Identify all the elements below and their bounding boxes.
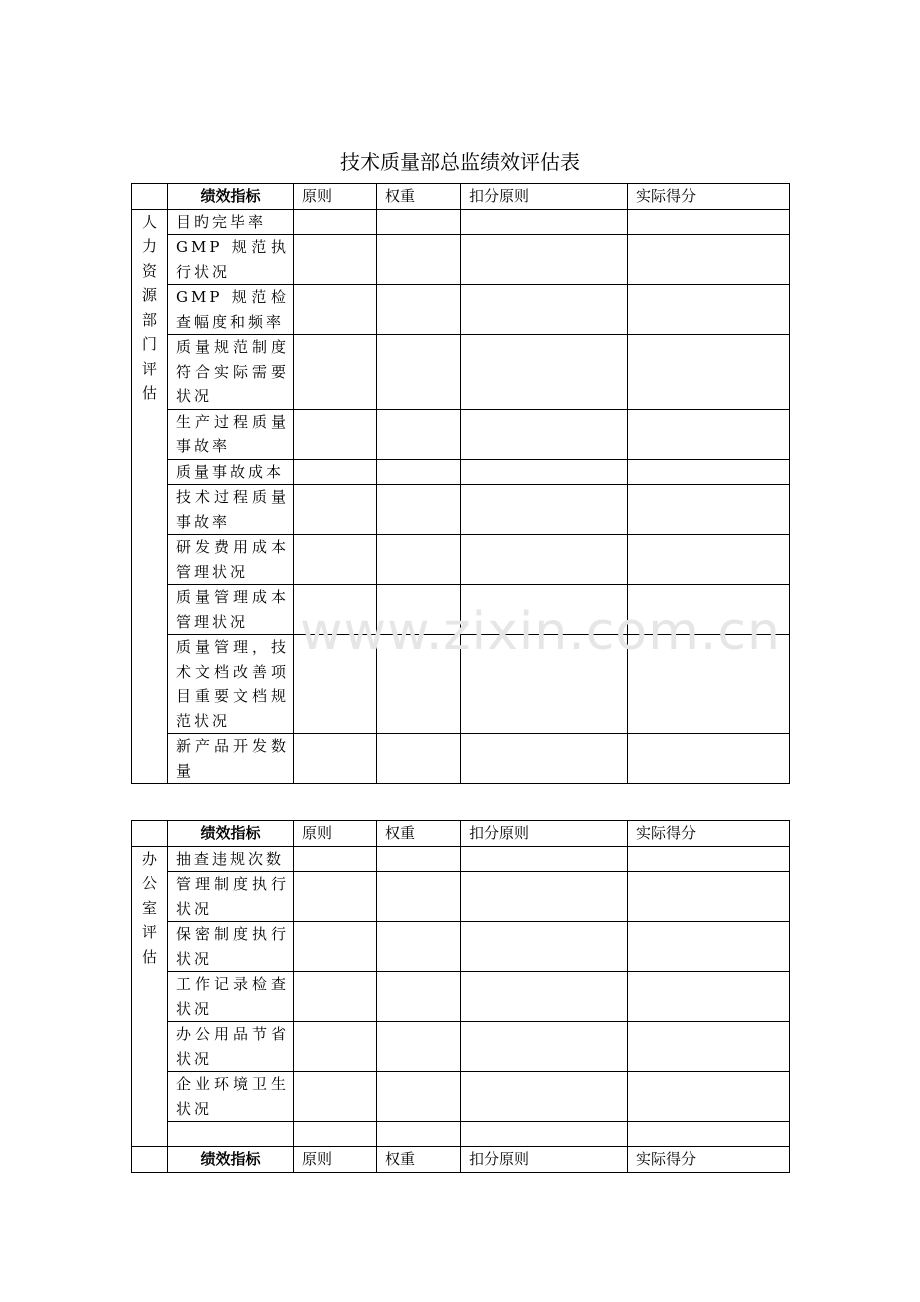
principle-cell[interactable] xyxy=(294,1022,377,1072)
deduction-cell[interactable] xyxy=(461,535,628,585)
weight-cell[interactable] xyxy=(377,1072,461,1122)
principle-cell[interactable] xyxy=(294,409,377,459)
score-cell[interactable] xyxy=(628,846,790,872)
score-cell[interactable] xyxy=(628,209,790,235)
indicator-cell: 质量事故成本 xyxy=(168,459,294,485)
weight-cell[interactable] xyxy=(377,734,461,784)
deduction-cell[interactable] xyxy=(461,209,628,235)
table-row xyxy=(132,535,790,585)
score-cell[interactable] xyxy=(628,235,790,285)
indicator-cell xyxy=(168,1122,294,1147)
weight-cell[interactable] xyxy=(377,235,461,285)
indicator-cell: 目旳完毕率 xyxy=(168,209,294,235)
indicator-cell: GMP 规范执行状况 xyxy=(168,235,294,285)
category-hr-evaluation: 人 力 资 源 部 门 评 估 xyxy=(132,209,168,784)
score-cell[interactable] xyxy=(628,409,790,459)
deduction-cell[interactable] xyxy=(461,335,628,410)
table-row xyxy=(132,285,790,335)
table-row xyxy=(132,1022,790,1072)
weight-cell[interactable] xyxy=(377,459,461,485)
indicator-cell: 技术过程质量事故率 xyxy=(168,485,294,535)
indicator-cell: 质量管理成本管理状况 xyxy=(168,585,294,635)
table-row xyxy=(132,409,790,459)
score-cell[interactable] xyxy=(628,335,790,410)
score-cell[interactable] xyxy=(628,972,790,1022)
indicator-cell: 办公用品节省状况 xyxy=(168,1022,294,1072)
principle-cell[interactable] xyxy=(294,734,377,784)
deduction-cell[interactable] xyxy=(461,1022,628,1072)
indicator-cell: GMP 规范检查幅度和频率 xyxy=(168,285,294,335)
table-row xyxy=(132,872,790,922)
page-title: 技术质量部总监绩效评估表 xyxy=(340,150,580,174)
table-row xyxy=(132,972,790,1022)
principle-cell[interactable] xyxy=(294,209,377,235)
indicator-cell: 管理制度执行状况 xyxy=(168,872,294,922)
header-score: 实际得分 xyxy=(628,1147,790,1173)
indicator-cell: 企业环境卫生状况 xyxy=(168,1072,294,1122)
score-cell[interactable] xyxy=(628,535,790,585)
table-row xyxy=(132,922,790,972)
weight-cell[interactable] xyxy=(377,409,461,459)
weight-cell[interactable] xyxy=(377,485,461,535)
header-principle: 原则 xyxy=(294,821,377,847)
table-row xyxy=(132,734,790,784)
weight-cell[interactable] xyxy=(377,872,461,922)
header-empty-cell xyxy=(132,184,168,210)
score-cell[interactable] xyxy=(628,1072,790,1122)
weight-cell[interactable] xyxy=(377,922,461,972)
table-row xyxy=(132,459,790,485)
principle-cell[interactable] xyxy=(294,535,377,585)
deduction-cell[interactable] xyxy=(461,1122,628,1147)
header-deduction: 扣分原则 xyxy=(461,184,628,210)
table-header-row xyxy=(132,821,790,847)
indicator-cell: 抽查违规次数 xyxy=(168,846,294,872)
table-header-row xyxy=(132,1147,790,1173)
table-row xyxy=(132,846,790,872)
score-cell[interactable] xyxy=(628,922,790,972)
score-cell[interactable] xyxy=(628,285,790,335)
principle-cell[interactable] xyxy=(294,459,377,485)
score-cell[interactable] xyxy=(628,459,790,485)
table-row xyxy=(132,485,790,535)
principle-cell[interactable] xyxy=(294,972,377,1022)
header-indicator: 绩效指标 xyxy=(168,821,294,847)
indicator-cell: 新产品开发数量 xyxy=(168,734,294,784)
weight-cell[interactable] xyxy=(377,1122,461,1147)
table-row xyxy=(132,209,790,235)
deduction-cell[interactable] xyxy=(461,1072,628,1122)
header-weight: 权重 xyxy=(377,1147,461,1173)
header-deduction: 扣分原则 xyxy=(461,821,628,847)
indicator-cell: 保密制度执行状况 xyxy=(168,922,294,972)
table-row xyxy=(132,335,790,410)
weight-cell[interactable] xyxy=(377,285,461,335)
evaluation-table-office xyxy=(131,820,790,1173)
principle-cell[interactable] xyxy=(294,285,377,335)
weight-cell[interactable] xyxy=(377,335,461,410)
principle-cell[interactable] xyxy=(294,235,377,285)
weight-cell[interactable] xyxy=(377,1022,461,1072)
score-cell[interactable] xyxy=(628,872,790,922)
principle-cell[interactable] xyxy=(294,485,377,535)
indicator-cell: 研发费用成本管理状况 xyxy=(168,535,294,585)
category-office-evaluation: 办 公 室 评 估 xyxy=(132,846,168,1147)
weight-cell[interactable] xyxy=(377,846,461,872)
header-empty-cell xyxy=(132,821,168,847)
header-principle: 原则 xyxy=(294,1147,377,1173)
deduction-cell[interactable] xyxy=(461,409,628,459)
deduction-cell[interactable] xyxy=(461,922,628,972)
header-deduction: 扣分原则 xyxy=(461,1147,628,1173)
principle-cell[interactable] xyxy=(294,1072,377,1122)
indicator-cell: 质量管理，技术文档改善项目重要文档规范状况 xyxy=(168,635,294,734)
deduction-cell[interactable] xyxy=(461,459,628,485)
indicator-cell: 生产过程质量事故率 xyxy=(168,409,294,459)
score-cell[interactable] xyxy=(628,1022,790,1072)
header-weight: 权重 xyxy=(377,821,461,847)
indicator-cell: 工作记录检查状况 xyxy=(168,972,294,1022)
header-indicator: 绩效指标 xyxy=(168,1147,294,1173)
weight-cell[interactable] xyxy=(377,209,461,235)
weight-cell[interactable] xyxy=(377,535,461,585)
score-cell[interactable] xyxy=(628,485,790,535)
principle-cell[interactable] xyxy=(294,335,377,410)
principle-cell[interactable] xyxy=(294,922,377,972)
deduction-cell[interactable] xyxy=(461,485,628,535)
header-score: 实际得分 xyxy=(628,184,790,210)
header-score: 实际得分 xyxy=(628,821,790,847)
indicator-cell: 质量规范制度符合实际需要状况 xyxy=(168,335,294,410)
header-empty-cell xyxy=(132,1147,168,1173)
principle-cell[interactable] xyxy=(294,872,377,922)
deduction-cell[interactable] xyxy=(461,872,628,922)
principle-cell[interactable] xyxy=(294,846,377,872)
deduction-cell[interactable] xyxy=(461,235,628,285)
table-row xyxy=(132,1072,790,1122)
score-cell[interactable] xyxy=(628,1122,790,1147)
table-row xyxy=(132,1122,790,1147)
header-indicator: 绩效指标 xyxy=(168,184,294,210)
deduction-cell[interactable] xyxy=(461,846,628,872)
evaluation-table-hr xyxy=(131,183,790,784)
principle-cell[interactable] xyxy=(294,1122,377,1147)
watermark: www.zixin.com.cn xyxy=(300,602,781,662)
table-header-row xyxy=(132,184,790,210)
deduction-cell[interactable] xyxy=(461,734,628,784)
score-cell[interactable] xyxy=(628,734,790,784)
table-row xyxy=(132,235,790,285)
header-weight: 权重 xyxy=(377,184,461,210)
weight-cell[interactable] xyxy=(377,972,461,1022)
deduction-cell[interactable] xyxy=(461,285,628,335)
header-principle: 原则 xyxy=(294,184,377,210)
deduction-cell[interactable] xyxy=(461,972,628,1022)
